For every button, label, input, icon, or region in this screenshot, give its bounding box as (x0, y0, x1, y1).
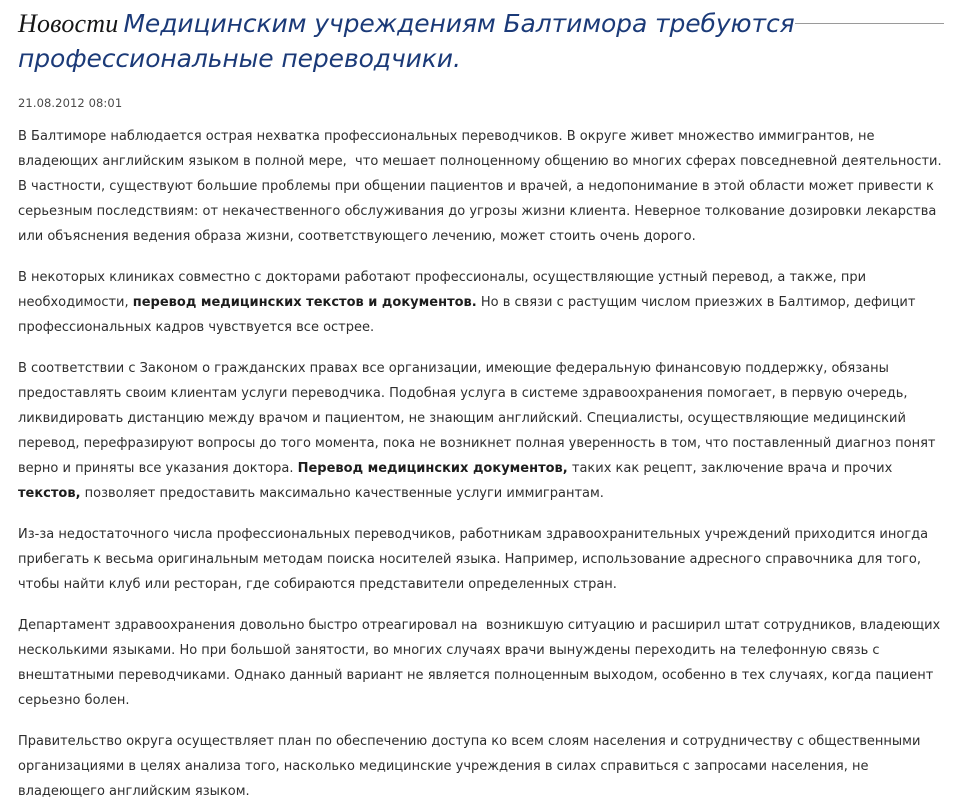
header-title-line-2 (18, 43, 944, 78)
article-paragraph (18, 265, 944, 340)
body-text: В соответствии с Законом о гражданских правах все организации, имеющие федеральную финансовую поддержку, обязаны предоставлять своим клиентам услуги переводчика. Подобная услуга в системе здравоохранения помогает, в первую очередь, ликвидировать дистанцию между врачом и пациентом, не знающим английский. Специалисты, осуществляющие медицинский перевод, перефразируют вопросы до того момента, пока не возникнет полная уверенность в том, что поставленный диагноз понят верно и приняты все указания доктора. (18, 361, 940, 476)
article-title-line-1: Медицинским учреждениям Балтимора требуются (123, 9, 795, 38)
body-text: В Балтиморе наблюдается острая нехватка профессиональных переводчиков. В округе живет множество иммигрантов, не владеющих английским языком в полной мере, что мешает полноценному общению во многих сферах повседневной деятельности. В частности, существуют большие проблемы при общении пациентов и врачей, а недопонимание в этой области может привести к серьезным последствиям: от некачественного обслуживания до угрозы жизни клиента. Неверное толкование дозировки лекарства или объяснения ведения образа жизни, соответствующего лечению, может стоить очень дорого. (18, 129, 946, 244)
article-paragraph (18, 522, 944, 597)
header-title-line-1 (18, 8, 944, 43)
article-paragraph (18, 356, 944, 506)
article-paragraph (18, 729, 944, 804)
body-text: Правительство округа осуществляет план по обеспечению доступа ко всем слоям населения и сотрудничеству с общественными организациями в целях анализа того, насколько медицинские учреждения в силах справиться с запросами населения, не владеющего английским языком. (18, 734, 925, 799)
section-label[interactable]: Новости (18, 9, 123, 38)
article-paragraph (18, 613, 944, 713)
article-body (18, 124, 944, 804)
emphasis-text: перевод медицинских текстов и документов. (132, 295, 477, 310)
body-text: Из-за недостаточного числа профессиональных переводчиков, работникам здравоохранительных учреждений приходится иногда прибегать к весьма оригинальным методам поиска носителей языка. Например, использование адресного справочника для того, чтобы найти клуб или ресторан, где собираются представители определенных стран. (18, 527, 933, 592)
body-text: позволяет предоставить максимально качественные услуги иммигрантам. (80, 486, 604, 501)
emphasis-text: Перевод медицинских документов, (297, 461, 568, 476)
body-text: таких как рецепт, заключение врача и прочих (567, 461, 897, 476)
article-title-line-2: профессиональные переводчики. (18, 44, 461, 73)
article-paragraph (18, 124, 944, 249)
article-header (18, 0, 944, 80)
emphasis-text: текстов, (18, 486, 81, 501)
article-timestamp: 21.08.2012 08:01 (18, 96, 123, 110)
body-text: В некоторых клиниках совместно с докторами работают профессионалы, осуществляющие устный перевод, а также, при необходимости, (18, 270, 871, 310)
body-text: Департамент здравоохранения довольно быстро отреагировал на возникшую ситуацию и расширил штат сотрудников, владеющих несколькими языками. Но при большой занятости, во многих случаях врачи вынуждены переходить на телефонную связь с внештатными переводчиками. Однако данный вариант не является полноценным выходом, особенно в тех случаях, когда пациент серьезно болен. (18, 618, 945, 708)
body-text: Но в связи с растущим числом приезжих в Балтимор, дефицит профессиональных кадров чувствуется все острее. (18, 295, 920, 335)
